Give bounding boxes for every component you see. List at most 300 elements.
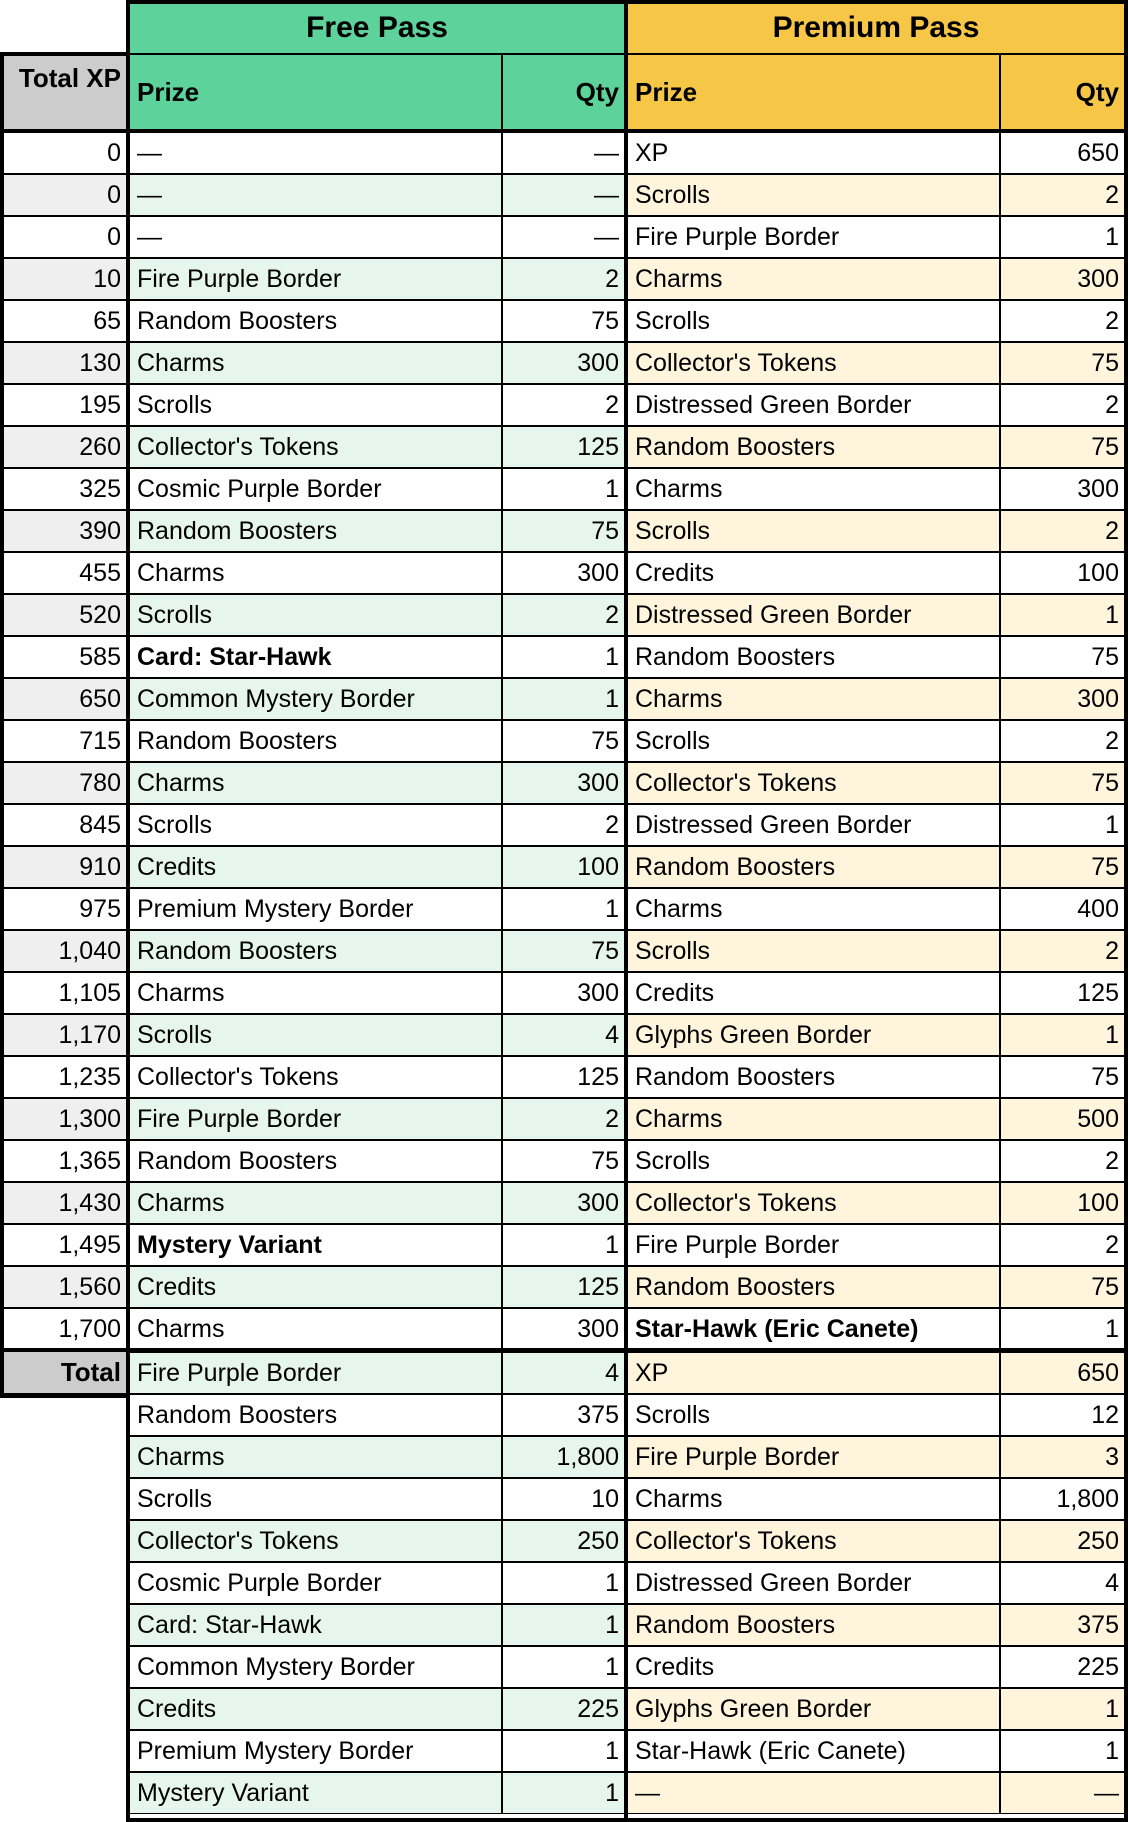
- premium-pass-header: [626, 2, 1126, 54]
- premium-prize-cell: [626, 258, 1000, 300]
- total-premium-prize: Charms: [635, 1484, 723, 1513]
- premium-qty-header: [1000, 54, 1126, 130]
- total-premium-qty-cell: [1000, 1478, 1126, 1520]
- premium-qty-cell: [1000, 426, 1126, 468]
- premium-qty: 300: [1077, 264, 1119, 293]
- free-qty: 125: [577, 1272, 619, 1301]
- total-free-prize: Credits: [137, 1694, 217, 1723]
- xp-value-cell: [2, 762, 128, 804]
- free-prize: Credits: [137, 852, 217, 881]
- free-qty-cell: [502, 762, 626, 804]
- total-free-qty: 1: [605, 1778, 619, 1807]
- xp-value: 130: [79, 348, 121, 377]
- xp-value: 1,105: [58, 978, 121, 1007]
- total-premium-prize-cell: [626, 1436, 1000, 1478]
- premium-prize: Random Boosters: [635, 1272, 836, 1301]
- xp-value: 1,170: [58, 1020, 121, 1049]
- total-premium-qty: 4: [1105, 1568, 1119, 1597]
- free-qty-cell: [502, 888, 626, 930]
- premium-prize-cell: [626, 720, 1000, 762]
- total-free-qty-cell: [502, 1730, 626, 1772]
- free-qty: —: [594, 222, 619, 251]
- free-qty: 300: [577, 558, 619, 587]
- free-qty: 4: [605, 1020, 619, 1049]
- total-free-qty-cell: [502, 1562, 626, 1604]
- total-free-prize: Random Boosters: [137, 1400, 338, 1429]
- xp-value-cell: [2, 174, 128, 216]
- premium-prize-cell: [626, 426, 1000, 468]
- free-pass-header: [128, 2, 626, 54]
- free-qty-cell: [502, 594, 626, 636]
- total-premium-prize-cell: [626, 1772, 1000, 1814]
- free-qty: 300: [577, 1188, 619, 1217]
- total-premium-prize-cell: [626, 1562, 1000, 1604]
- free-qty-cell: [502, 846, 626, 888]
- free-qty-cell: [502, 930, 626, 972]
- free-prize: Cosmic Purple Border: [137, 474, 382, 503]
- xp-value: 585: [79, 642, 121, 671]
- xp-value: 845: [79, 810, 121, 839]
- total-premium-qty: 375: [1077, 1610, 1119, 1639]
- premium-qty: 125: [1077, 978, 1119, 1007]
- xp-value-cell: [2, 552, 128, 594]
- premium-qty-cell: [1000, 174, 1126, 216]
- free-prize: Charms: [137, 348, 225, 377]
- total-free-qty: 225: [577, 1694, 619, 1723]
- premium-prize-label: Prize: [635, 77, 698, 107]
- xp-value: 0: [107, 138, 121, 167]
- total-free-qty-cell: [502, 1394, 626, 1436]
- premium-prize-cell: [626, 1140, 1000, 1182]
- free-prize: Random Boosters: [137, 1146, 338, 1175]
- premium-qty: 1: [1105, 1020, 1119, 1049]
- xp-value: 1,300: [58, 1104, 121, 1133]
- premium-qty: 1: [1105, 810, 1119, 839]
- premium-prize-cell: [626, 216, 1000, 258]
- total-free-qty: 1: [605, 1736, 619, 1765]
- total-premium-qty-cell: [1000, 1436, 1126, 1478]
- xp-value-cell: [2, 468, 128, 510]
- premium-prize: XP: [635, 138, 669, 167]
- premium-prize: Random Boosters: [635, 642, 836, 671]
- premium-qty-cell: [1000, 636, 1126, 678]
- premium-prize-cell: [626, 552, 1000, 594]
- total-free-qty: 1,800: [556, 1442, 619, 1471]
- premium-qty-cell: [1000, 1056, 1126, 1098]
- free-prize-cell: [128, 678, 502, 720]
- free-qty: 75: [591, 726, 619, 755]
- free-qty: 75: [591, 516, 619, 545]
- free-qty-cell: [502, 552, 626, 594]
- total-free-qty-cell: [502, 1436, 626, 1478]
- premium-prize-cell: [626, 342, 1000, 384]
- total-premium-prize: Random Boosters: [635, 1610, 836, 1639]
- total-free-prize-cell: [128, 1436, 502, 1478]
- premium-qty: 75: [1091, 348, 1119, 377]
- premium-qty-cell: [1000, 846, 1126, 888]
- total-premium-prize: Star-Hawk (Eric Canete): [635, 1736, 906, 1765]
- premium-prize: Credits: [635, 978, 715, 1007]
- xp-value-cell: [2, 384, 128, 426]
- premium-prize: Collector's Tokens: [635, 348, 837, 377]
- total-premium-qty-cell: [1000, 1646, 1126, 1688]
- free-prize-cell: [128, 342, 502, 384]
- free-qty: 300: [577, 768, 619, 797]
- total-free-prize: Mystery Variant: [137, 1778, 309, 1807]
- totals-label-cell: [2, 1350, 128, 1394]
- free-prize: Random Boosters: [137, 516, 338, 545]
- free-qty: 2: [605, 600, 619, 629]
- premium-qty-cell: [1000, 1014, 1126, 1056]
- premium-prize: Glyphs Green Border: [635, 1020, 872, 1049]
- total-free-qty-cell: [502, 1688, 626, 1730]
- premium-qty: 400: [1077, 894, 1119, 923]
- total-free-prize-cell: [128, 1730, 502, 1772]
- free-qty-cell: [502, 342, 626, 384]
- xp-value: 975: [79, 894, 121, 923]
- xp-value-cell: [2, 426, 128, 468]
- total-free-prize-cell: [128, 1604, 502, 1646]
- free-qty: 2: [605, 810, 619, 839]
- free-qty: 300: [577, 1314, 619, 1343]
- total-free-prize: Collector's Tokens: [137, 1526, 339, 1555]
- total-free-qty-cell: [502, 1772, 626, 1814]
- premium-qty-cell: [1000, 720, 1126, 762]
- premium-qty-cell: [1000, 594, 1126, 636]
- xp-value-cell: [2, 1056, 128, 1098]
- total-free-qty-cell: [502, 1604, 626, 1646]
- total-free-prize: Cosmic Purple Border: [137, 1568, 382, 1597]
- xp-value: 1,560: [58, 1272, 121, 1301]
- free-qty-cell: [502, 1140, 626, 1182]
- free-qty: 1: [605, 684, 619, 713]
- premium-prize-cell: [626, 636, 1000, 678]
- free-prize-cell: [128, 1014, 502, 1056]
- total-premium-prize: Credits: [635, 1652, 715, 1681]
- premium-qty-cell: [1000, 762, 1126, 804]
- free-qty: 2: [605, 1104, 619, 1133]
- free-qty-cell: [502, 1056, 626, 1098]
- free-prize: Scrolls: [137, 600, 213, 629]
- xp-value-cell: [2, 1266, 128, 1308]
- premium-qty: 2: [1105, 390, 1119, 419]
- premium-qty-cell: [1000, 678, 1126, 720]
- premium-qty-cell: [1000, 930, 1126, 972]
- premium-qty: 2: [1105, 516, 1119, 545]
- totals-divider: [0, 1348, 1128, 1352]
- premium-qty: 2: [1105, 1146, 1119, 1175]
- free-qty: 2: [605, 264, 619, 293]
- premium-prize: Random Boosters: [635, 1062, 836, 1091]
- premium-qty: 2: [1105, 306, 1119, 335]
- xp-value-cell: [2, 216, 128, 258]
- xp-value-cell: [2, 636, 128, 678]
- premium-qty: 2: [1105, 180, 1119, 209]
- xp-value-cell: [2, 1140, 128, 1182]
- premium-qty: 300: [1077, 474, 1119, 503]
- premium-qty: 75: [1091, 1062, 1119, 1091]
- xp-value-cell: [2, 594, 128, 636]
- free-qty-cell: [502, 678, 626, 720]
- total-free-qty-cell: [502, 1478, 626, 1520]
- xp-value: 1,495: [58, 1230, 121, 1259]
- total-free-prize-cell: [128, 1688, 502, 1730]
- total-free-prize: Common Mystery Border: [137, 1652, 415, 1681]
- premium-prize: Charms: [635, 264, 723, 293]
- total-free-prize: Card: Star-Hawk: [137, 1610, 322, 1639]
- free-qty-cell: [502, 384, 626, 426]
- total-free-prize: Fire Purple Border: [137, 1358, 342, 1387]
- free-qty: 1: [605, 894, 619, 923]
- premium-qty: 75: [1091, 852, 1119, 881]
- premium-prize: Scrolls: [635, 936, 711, 965]
- total-premium-prize: Glyphs Green Border: [635, 1694, 872, 1723]
- xp-value: 455: [79, 558, 121, 587]
- xp-value: 520: [79, 600, 121, 629]
- total-free-qty: 10: [591, 1484, 619, 1513]
- free-qty: —: [594, 138, 619, 167]
- total-free-qty: 250: [577, 1526, 619, 1555]
- xp-value: 390: [79, 516, 121, 545]
- free-qty: 75: [591, 1146, 619, 1175]
- premium-prize: Scrolls: [635, 306, 711, 335]
- premium-prize: Scrolls: [635, 726, 711, 755]
- free-qty-cell: [502, 1224, 626, 1266]
- premium-qty: 1: [1105, 222, 1119, 251]
- premium-qty-label: Qty: [1075, 77, 1119, 107]
- xp-value: 195: [79, 390, 121, 419]
- premium-prize-cell: [626, 930, 1000, 972]
- premium-qty: 2: [1105, 936, 1119, 965]
- free-prize: Random Boosters: [137, 306, 338, 335]
- free-prize: Scrolls: [137, 390, 213, 419]
- totals-label: Total: [60, 1357, 121, 1387]
- premium-qty-cell: [1000, 216, 1126, 258]
- total-free-qty: 1: [605, 1568, 619, 1597]
- premium-qty: 75: [1091, 1272, 1119, 1301]
- premium-prize-cell: [626, 300, 1000, 342]
- xp-value-cell: [2, 846, 128, 888]
- free-qty-cell: [502, 1098, 626, 1140]
- header-divider: [0, 129, 1128, 132]
- total-premium-qty: 225: [1077, 1652, 1119, 1681]
- total-free-prize-cell: [128, 1478, 502, 1520]
- total-premium-qty-cell: [1000, 1604, 1126, 1646]
- premium-prize-cell: [626, 1224, 1000, 1266]
- total-premium-prize: —: [635, 1778, 660, 1807]
- total-premium-qty-cell: [1000, 1772, 1126, 1814]
- premium-prize-cell: [626, 1098, 1000, 1140]
- free-qty: —: [594, 180, 619, 209]
- xp-value-cell: [2, 300, 128, 342]
- premium-prize: Star-Hawk (Eric Canete): [635, 1314, 919, 1343]
- free-prize-label: Prize: [137, 77, 200, 107]
- free-prize-cell: [128, 804, 502, 846]
- total-premium-qty: 1: [1105, 1694, 1119, 1723]
- premium-prize: Random Boosters: [635, 852, 836, 881]
- premium-prize-cell: [626, 1056, 1000, 1098]
- xp-value-cell: [2, 888, 128, 930]
- premium-qty-cell: [1000, 342, 1126, 384]
- premium-prize: Distressed Green Border: [635, 810, 912, 839]
- free-prize-cell: [128, 762, 502, 804]
- xp-value-cell: [2, 1014, 128, 1056]
- xp-value-cell: [2, 132, 128, 174]
- premium-prize-cell: [626, 468, 1000, 510]
- free-pass-title: Free Pass: [306, 11, 448, 44]
- premium-qty-cell: [1000, 1140, 1126, 1182]
- free-prize-cell: [128, 846, 502, 888]
- free-prize: Charms: [137, 558, 225, 587]
- free-prize: Common Mystery Border: [137, 684, 415, 713]
- free-prize: Collector's Tokens: [137, 1062, 339, 1091]
- free-qty-cell: [502, 1014, 626, 1056]
- premium-qty-cell: [1000, 132, 1126, 174]
- premium-qty: 100: [1077, 558, 1119, 587]
- premium-prize-cell: [626, 888, 1000, 930]
- total-free-qty-cell: [502, 1352, 626, 1394]
- xp-value-cell: [2, 1098, 128, 1140]
- premium-qty: 500: [1077, 1104, 1119, 1133]
- total-premium-prize: Fire Purple Border: [635, 1442, 840, 1471]
- premium-prize-cell: [626, 846, 1000, 888]
- premium-prize: Scrolls: [635, 1146, 711, 1175]
- premium-qty-cell: [1000, 552, 1126, 594]
- free-qty: 2: [605, 390, 619, 419]
- free-qty-cell: [502, 300, 626, 342]
- free-qty: 1: [605, 474, 619, 503]
- total-premium-qty: 1: [1105, 1736, 1119, 1765]
- free-prize-cell: [128, 1182, 502, 1224]
- xp-value: 1,430: [58, 1188, 121, 1217]
- free-qty: 1: [605, 642, 619, 671]
- free-prize-cell: [128, 636, 502, 678]
- xp-value-cell: [2, 342, 128, 384]
- premium-qty-cell: [1000, 300, 1126, 342]
- total-free-prize: Charms: [137, 1442, 225, 1471]
- premium-qty-cell: [1000, 1182, 1126, 1224]
- xp-value: 1,365: [58, 1146, 121, 1175]
- free-qty-cell: [502, 468, 626, 510]
- premium-qty: 1: [1105, 600, 1119, 629]
- free-prize-cell: [128, 384, 502, 426]
- xp-value: 1,235: [58, 1062, 121, 1091]
- total-premium-prize-cell: [626, 1394, 1000, 1436]
- xp-value: 325: [79, 474, 121, 503]
- free-qty-cell: [502, 720, 626, 762]
- total-premium-qty-cell: [1000, 1520, 1126, 1562]
- premium-prize-cell: [626, 972, 1000, 1014]
- free-qty-header: [502, 54, 626, 130]
- free-qty: 125: [577, 432, 619, 461]
- free-qty-cell: [502, 426, 626, 468]
- premium-qty-cell: [1000, 804, 1126, 846]
- total-free-prize: Premium Mystery Border: [137, 1736, 414, 1765]
- xp-value: 0: [107, 222, 121, 251]
- total-premium-prize-cell: [626, 1520, 1000, 1562]
- free-qty: 125: [577, 1062, 619, 1091]
- total-premium-prize: Scrolls: [635, 1400, 711, 1429]
- premium-prize-header: [626, 54, 1000, 130]
- free-prize: —: [137, 180, 162, 209]
- xp-value-cell: [2, 972, 128, 1014]
- premium-prize-cell: [626, 594, 1000, 636]
- xp-value-cell: [2, 510, 128, 552]
- total-premium-prize-cell: [626, 1646, 1000, 1688]
- premium-prize-cell: [626, 1308, 1000, 1350]
- total-free-prize-cell: [128, 1520, 502, 1562]
- premium-qty: 300: [1077, 684, 1119, 713]
- premium-qty-cell: [1000, 972, 1126, 1014]
- premium-prize-cell: [626, 174, 1000, 216]
- free-qty-cell: [502, 1266, 626, 1308]
- free-prize-cell: [128, 258, 502, 300]
- total-free-qty-cell: [502, 1520, 626, 1562]
- total-free-qty: 1: [605, 1652, 619, 1681]
- premium-qty: 75: [1091, 768, 1119, 797]
- premium-qty-cell: [1000, 258, 1126, 300]
- xp-value: 65: [93, 306, 121, 335]
- free-prize-cell: [128, 594, 502, 636]
- premium-qty: 100: [1077, 1188, 1119, 1217]
- free-prize: Fire Purple Border: [137, 1104, 342, 1133]
- free-qty: 300: [577, 348, 619, 377]
- premium-qty-cell: [1000, 384, 1126, 426]
- premium-qty: 2: [1105, 1230, 1119, 1259]
- premium-prize: Charms: [635, 474, 723, 503]
- free-prize-cell: [128, 426, 502, 468]
- premium-prize-cell: [626, 510, 1000, 552]
- total-free-qty-cell: [502, 1646, 626, 1688]
- free-qty-cell: [502, 1308, 626, 1350]
- xp-value: 1,700: [58, 1314, 121, 1343]
- free-qty-cell: [502, 510, 626, 552]
- free-qty-cell: [502, 132, 626, 174]
- premium-prize-cell: [626, 1014, 1000, 1056]
- xp-value: 1,040: [58, 936, 121, 965]
- premium-qty: 2: [1105, 726, 1119, 755]
- total-premium-qty-cell: [1000, 1562, 1126, 1604]
- total-premium-prize-cell: [626, 1352, 1000, 1394]
- free-prize-cell: [128, 1098, 502, 1140]
- free-qty-cell: [502, 258, 626, 300]
- premium-prize: Collector's Tokens: [635, 1188, 837, 1217]
- xp-value: 715: [79, 726, 121, 755]
- free-qty-cell: [502, 216, 626, 258]
- free-prize-cell: [128, 132, 502, 174]
- xp-value-cell: [2, 1308, 128, 1350]
- xp-value-cell: [2, 930, 128, 972]
- xp-value-cell: [2, 720, 128, 762]
- total-xp-header: [2, 54, 128, 130]
- total-xp-label: Total XP: [18, 63, 121, 93]
- free-qty: 100: [577, 852, 619, 881]
- free-prize-cell: [128, 1140, 502, 1182]
- premium-prize-cell: [626, 384, 1000, 426]
- total-premium-prize-cell: [626, 1730, 1000, 1772]
- premium-prize-cell: [626, 678, 1000, 720]
- free-prize-cell: [128, 1308, 502, 1350]
- premium-qty-cell: [1000, 1308, 1126, 1350]
- xp-value-cell: [2, 1182, 128, 1224]
- free-prize: Fire Purple Border: [137, 264, 342, 293]
- premium-qty-cell: [1000, 888, 1126, 930]
- premium-qty: 75: [1091, 642, 1119, 671]
- total-free-qty: 4: [605, 1358, 619, 1387]
- free-prize: Random Boosters: [137, 726, 338, 755]
- premium-qty-cell: [1000, 510, 1126, 552]
- xp-value-cell: [2, 678, 128, 720]
